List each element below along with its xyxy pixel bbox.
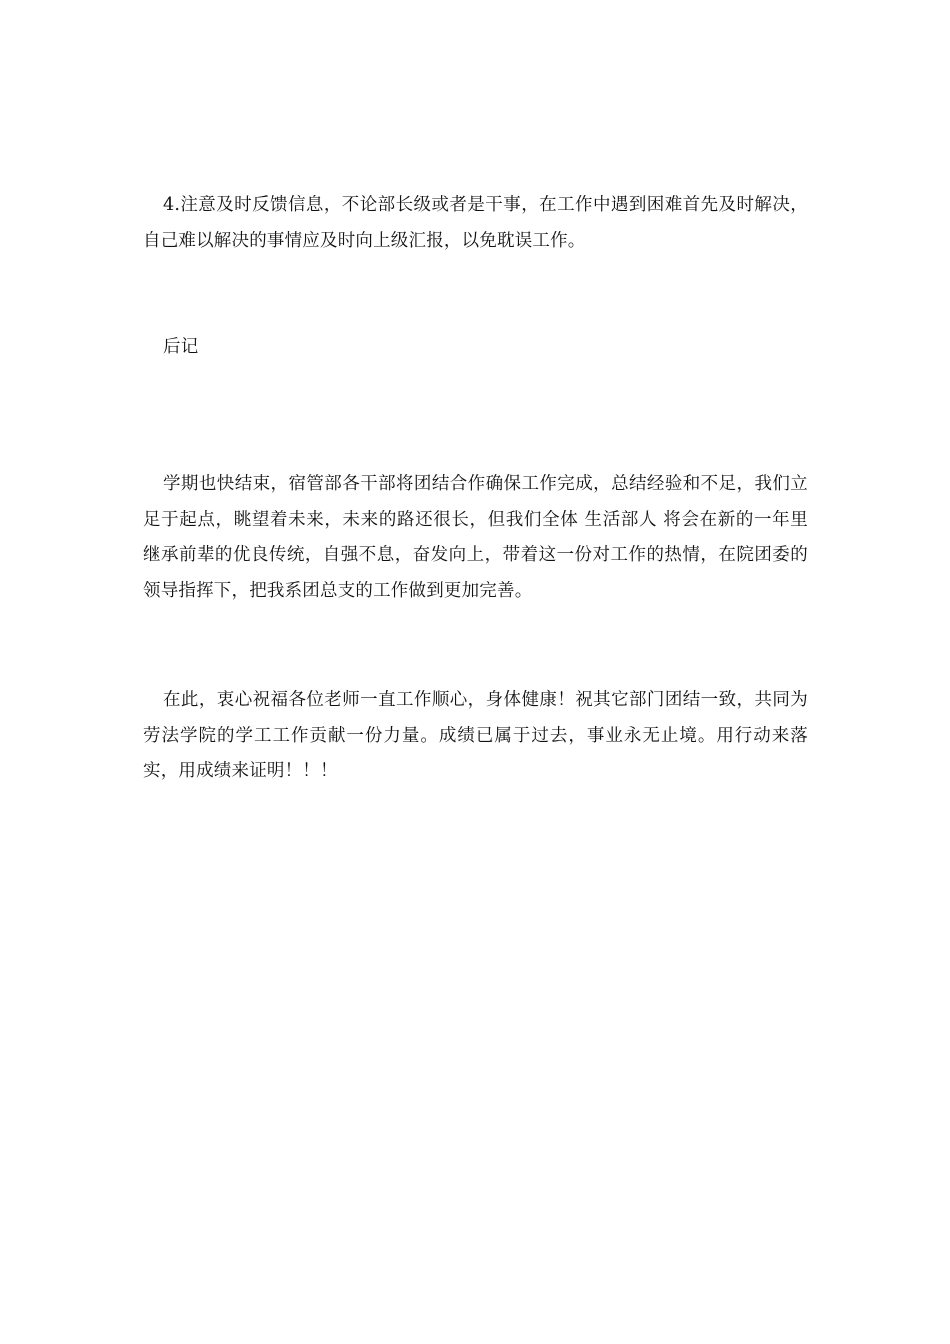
section-heading-postscript: 后记 [163, 337, 199, 357]
paragraph-semester-summary: 学期也快结束，宿管部各干部将团结合作确保工作完成，总结经验和不足，我们立足于起点，眺望着未来，未来的路还很长，但我们全体 生活部人 将会在新的一年里继承前辈的优良传统，自强不息，奋发向上，带着这一份对工作的热情，在院团委的领导指挥下，把我系团总支的工作做到更加完善。 [143, 474, 808, 601]
paragraph-feedback-item: 4.注意及时反馈信息，不论部长级或者是干事，在工作中遇到困难首先及时解决，自己难以解决的事情应及时向上级汇报，以免耽误工作。 [143, 195, 808, 251]
paragraph-closing-wishes: 在此，衷心祝福各位老师一直工作顺心，身体健康！祝其它部门团结一致，共同为劳法学院的学工工作贡献一份力量。成绩已属于过去，事业永无止境。用行动来落实，用成绩来证明！！！ [143, 690, 808, 781]
